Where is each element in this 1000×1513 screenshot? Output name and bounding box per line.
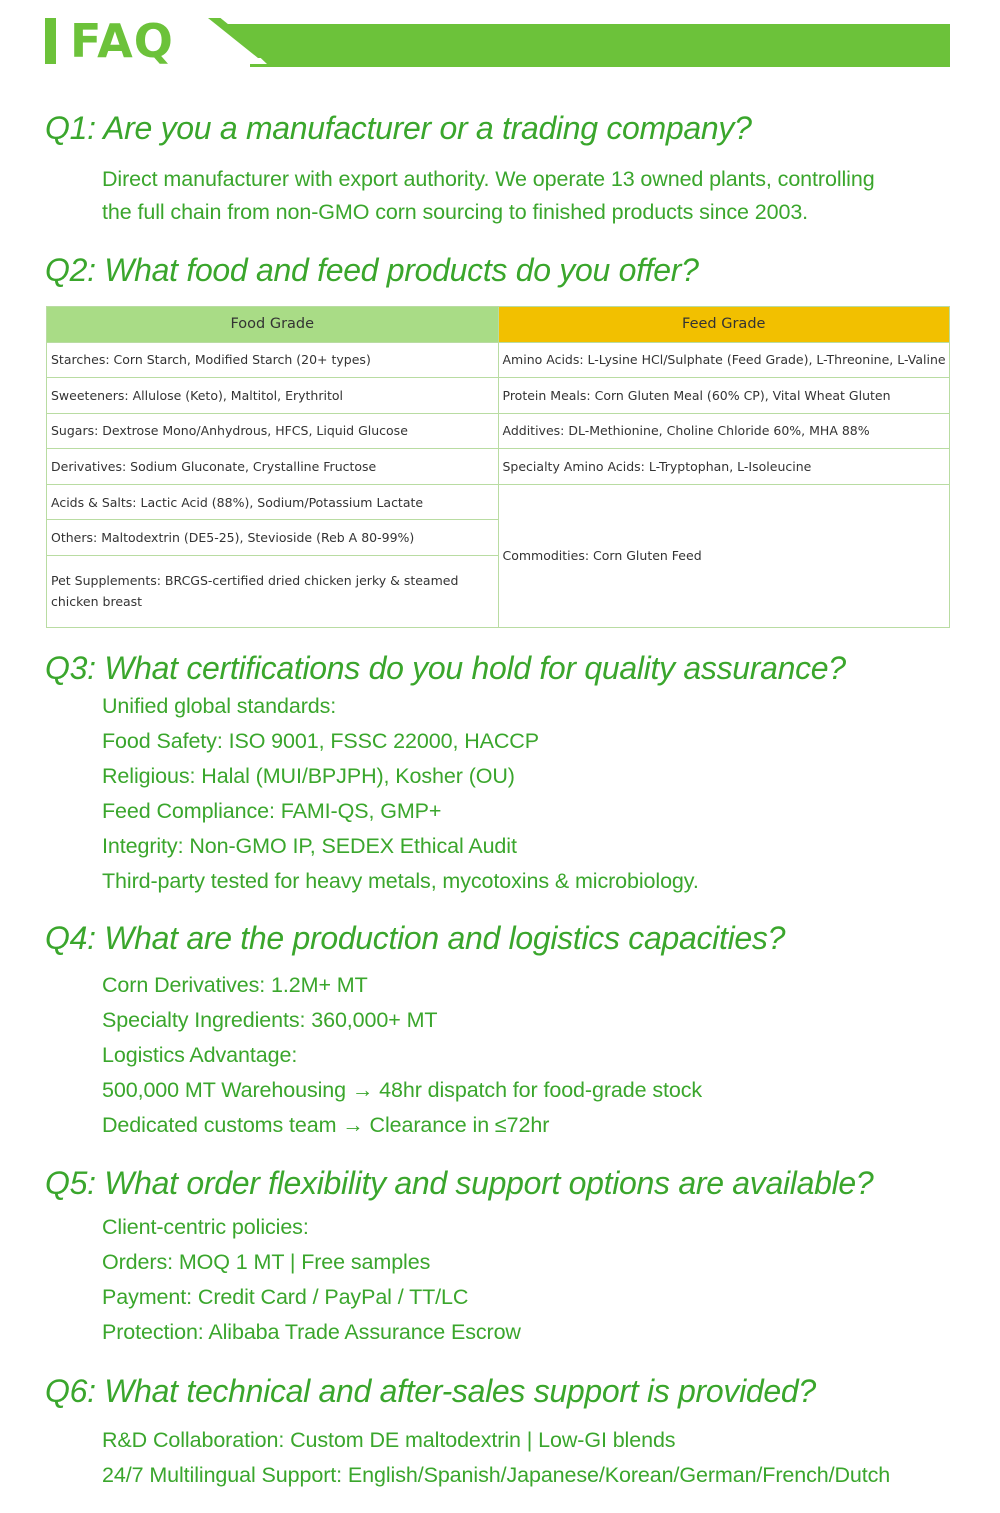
food-cell: Sweeteners: Allulose (Keto), Maltitol, Erythritol <box>47 378 499 414</box>
food-cell: Pet Supplements: BRCGS-certified dried chicken jerky & steamed chicken breast <box>47 555 499 627</box>
answer-3 <box>102 689 699 899</box>
answer-line: Protection: Alibaba Trade Assurance Escrow <box>102 1320 521 1344</box>
faq-header <box>0 0 1000 80</box>
question-4: Q4: What are the production and logistics capacities? <box>45 920 786 956</box>
answer-line: Client-centric policies: <box>102 1215 309 1239</box>
answer-6 <box>102 1423 890 1493</box>
feed-cell: Additives: DL-Methionine, Choline Chloride 60%, MHA 88% <box>498 413 950 449</box>
answer-line: 24/7 Multilingual Support: English/Spanish/Japanese/Korean/German/French/Dutch <box>102 1463 891 1487</box>
table-row <box>47 342 950 378</box>
food-grade-header: Food Grade <box>47 307 499 343</box>
answer-line: R&D Collaboration: Custom DE maltodextrin | Low-GI blends <box>102 1428 676 1452</box>
answer-4 <box>102 968 702 1143</box>
header-accent-bar <box>45 18 56 64</box>
answer-line: Religious: Halal (MUI/BPJPH), Kosher (OU) <box>102 764 515 788</box>
answer-line: 500,000 MT Warehousing → 48hr dispatch for food-grade stock <box>102 1078 703 1102</box>
answer-line: Feed Compliance: FAMI-QS, GMP+ <box>102 799 442 823</box>
answer-line: Dedicated customs team → Clearance in ≤72hr <box>102 1113 550 1137</box>
header-stripe-front <box>225 24 950 64</box>
header-underline <box>250 64 950 67</box>
feed-grade-header: Feed Grade <box>498 307 950 343</box>
table-row <box>47 378 950 414</box>
answer-line: Unified global standards: <box>102 694 337 718</box>
question-2: Q2: What food and feed products do you offer? <box>45 252 699 288</box>
answer-line: the full chain from non-GMO corn sourcing to finished products since 2003. <box>102 200 809 224</box>
food-cell: Acids & Salts: Lactic Acid (88%), Sodium/Potassium Lactate <box>47 484 499 520</box>
table-row <box>47 449 950 485</box>
question-3: Q3: What certifications do you hold for quality assurance? <box>45 650 846 686</box>
feed-cell: Amino Acids: L-Lysine HCl/Sulphate (Feed Grade), L-Threonine, L-Valine <box>498 342 950 378</box>
question-1: Q1: Are you a manufacturer or a trading company? <box>45 110 752 146</box>
feed-cell: Specialty Amino Acids: L-Tryptophan, L-Isoleucine <box>498 449 950 485</box>
answer-line: Logistics Advantage: <box>102 1043 298 1067</box>
answer-line: Third-party tested for heavy metals, mycotoxins & microbiology. <box>102 869 699 893</box>
answer-line: Payment: Credit Card / PayPal / TT/LC <box>102 1285 469 1309</box>
products-table <box>46 306 950 628</box>
food-cell: Derivatives: Sodium Gluconate, Crystalline Fructose <box>47 449 499 485</box>
page-title: FAQ <box>70 14 174 68</box>
feed-cell: Protein Meals: Corn Gluten Meal (60% CP), Vital Wheat Gluten <box>498 378 950 414</box>
answer-line: Corn Derivatives: 1.2M+ MT <box>102 973 368 997</box>
food-cell: Others: Maltodextrin (DE5-25), Stevioside (Reb A 80-99%) <box>47 520 499 556</box>
feed-cell-commodities: Commodities: Corn Gluten Feed <box>498 484 950 627</box>
table-row <box>47 413 950 449</box>
table-header-row <box>47 307 950 343</box>
answer-line: Specialty Ingredients: 360,000+ MT <box>102 1008 438 1032</box>
table-row <box>47 484 950 520</box>
answer-line: Orders: MOQ 1 MT | Free samples <box>102 1250 431 1274</box>
food-cell: Sugars: Dextrose Mono/Anhydrous, HFCS, Liquid Glucose <box>47 413 499 449</box>
answer-line: Integrity: Non-GMO IP, SEDEX Ethical Audit <box>102 834 517 858</box>
question-6: Q6: What technical and after-sales support is provided? <box>45 1373 816 1409</box>
question-5: Q5: What order flexibility and support options are available? <box>45 1165 874 1201</box>
answer-1 <box>102 163 875 229</box>
answer-line: Food Safety: ISO 9001, FSSC 22000, HACCP <box>102 729 539 753</box>
answer-5 <box>102 1210 521 1350</box>
food-cell: Starches: Corn Starch, Modified Starch (20+ types) <box>47 342 499 378</box>
answer-line: Direct manufacturer with export authority. We operate 13 owned plants, controlling <box>102 167 875 191</box>
